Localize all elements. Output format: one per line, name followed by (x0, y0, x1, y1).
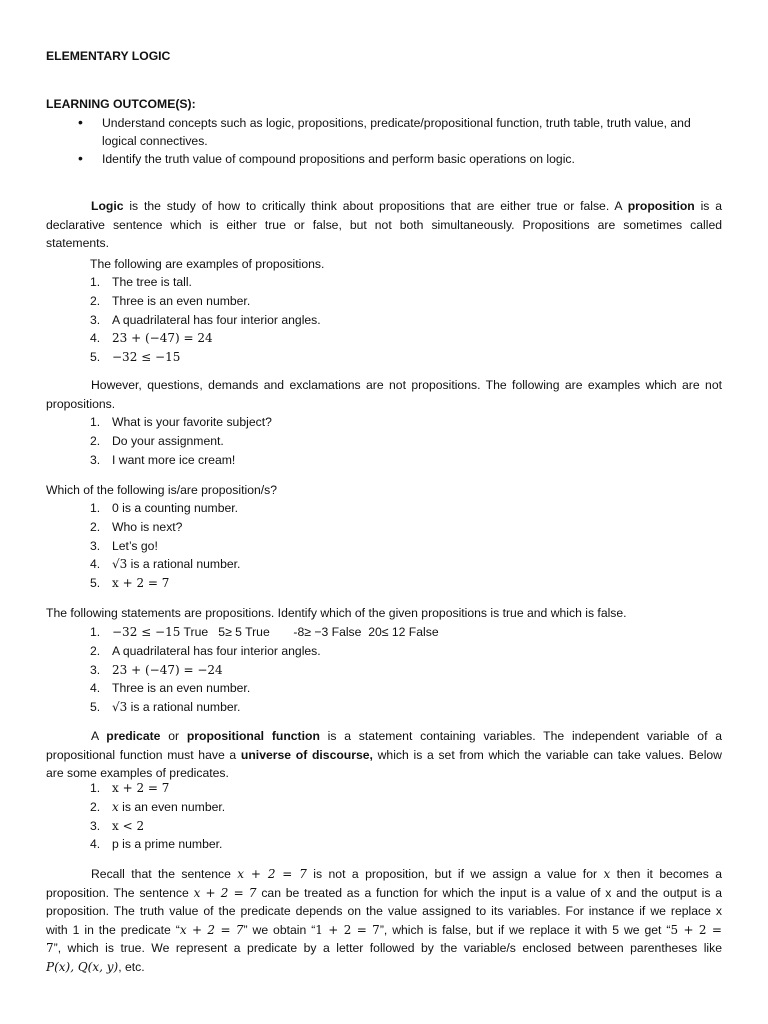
text: declarative sentence which is either true or false, but not both simultaneously. Propositions are sometimes called (46, 217, 722, 232)
list-item: 3. 23 + (−47) = −24 (90, 662, 223, 677)
logic-term: Logic (91, 199, 124, 213)
sqrt-three: √3 (112, 557, 128, 572)
list-item: 4. p is a prime number. (90, 837, 223, 852)
list-item: 3. A quadrilateral has four interior angles. (90, 312, 321, 327)
list-item: 2. x is an even number. (90, 799, 226, 814)
list-item: 4. Three is an even number. (90, 681, 251, 696)
list-item: 5. √3 is a rational number. (90, 700, 241, 715)
bullet-icon: • (78, 114, 83, 130)
nonprop-list (90, 413, 272, 469)
predicate-paragraph: A predicate or propositional function is a statement containing variables. The independent variable of a propositional function must have a universe of discourse, which is a set from which the variable can take values. Below are some examples of predicates. (46, 727, 722, 783)
universe-term: universe of discourse, (240, 747, 373, 762)
list-item: 5. x + 2 = 7 (90, 576, 170, 591)
list-item: 2. A quadrilateral has four interior angles. (90, 643, 321, 658)
list-item: 2. Who is next? (90, 519, 183, 534)
outcomes-heading: LEARNING OUTCOME(S): (46, 97, 196, 111)
outcome-item-1: Understand concepts such as logic, propositions, predicate/propositional function, truth table, truth value, and (102, 116, 691, 130)
outcome-item-1-cont: logical connectives. (102, 134, 208, 148)
text: statements. (46, 236, 109, 251)
proposition-term: proposition (627, 199, 695, 213)
sqrt-three: √3 (112, 700, 128, 715)
predicate-list (90, 779, 225, 854)
list-item: 4. √3 is a rational number. (90, 557, 241, 572)
examples-lead: The following are examples of propositions. (90, 257, 325, 271)
predicate-term: predicate (106, 729, 161, 743)
list-item: 2. Three is an even number. (90, 293, 251, 308)
list-item: 5. −32 ≤ −15 (90, 350, 181, 365)
propositional-function-term: propositional function (186, 729, 320, 743)
list-item: 2. Do your assignment. (90, 433, 224, 448)
list-item: 3. I want more ice cream! (90, 452, 236, 467)
list-item: 1. −32 ≤ −15 True 5≥ 5 True -8≥ −3 False 20≤ 12 False (90, 625, 439, 639)
list-item: 3. Let’s go! (90, 538, 158, 553)
list-item: 1. 0 is a counting number. (90, 501, 239, 515)
intro-paragraph (46, 197, 722, 253)
list-item: 1. The tree is tall. (90, 275, 192, 289)
bullet-icon: • (78, 150, 83, 166)
list-item: 1. What is your favorite subject? (90, 415, 272, 429)
page-title: ELEMENTARY LOGIC (46, 49, 171, 63)
list-item: 1. x + 2 = 7 (90, 781, 170, 795)
list-item: 3. x < 2 (90, 818, 145, 833)
text: proposition. The truth value of the predicate depends on the value assigned to its variables. For instance if we replace x (46, 904, 722, 919)
proposition-examples-list (90, 273, 321, 367)
truefalse-list (90, 623, 439, 717)
text: propositions. (46, 396, 116, 411)
text: are some examples of predicates. (46, 766, 229, 781)
text: However, questions, demands and exclamations are not propositions. The following are examples which are not (91, 378, 722, 392)
outcome-item-2: Identify the truth value of compound propositions and perform basic operations on logic. (102, 152, 575, 166)
truefalse-lead: The following statements are propositions. Identify which of the given propositions is true and which is false. (46, 606, 627, 620)
which-list (90, 499, 240, 593)
text: is the study of how to critically think about propositions that are either true or false. A (123, 199, 628, 213)
recall-paragraph: Recall that the sentence x + 2 = 7 is not a proposition, but if we assign a value for x then it becomes a proposition. The sentence x + 2 = 7 can be treated as a function for which the input is a value of x and the output is a proposition. The truth value of the predicate depends on the value assigned to its variables. For instance if we replace x with 1 in the predicate “x + 2 = 7” we obtain “1 + 2 = 7”, which is false, but if we replace it with 5 we get “5 + 2 = 7”, which is true. We represent a predicate by a letter followed by the variable/s enclosed between parentheses like P(x), Q(x, y), etc. (46, 867, 722, 974)
which-lead: Which of the following is/are proposition/s? (46, 483, 278, 497)
text: is a (694, 199, 722, 213)
nonprop-paragraph (46, 376, 722, 413)
list-item: 4. 23 + (−47) = 24 (90, 331, 213, 346)
